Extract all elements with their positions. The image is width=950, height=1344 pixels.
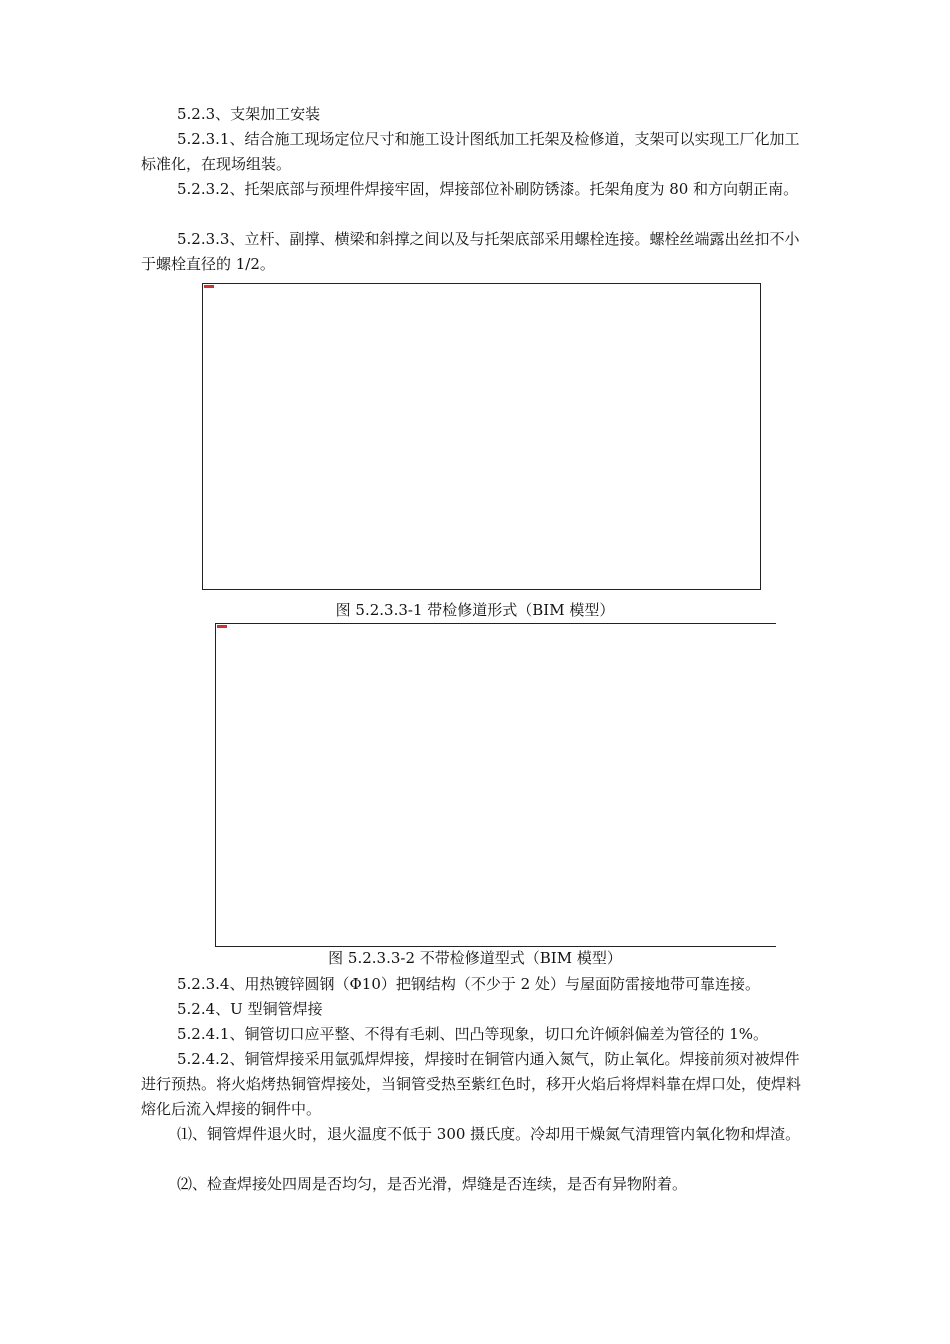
figure-bim-model-without-walkway [215, 623, 776, 947]
paragraph-5-2-3-3: 5.2.3.3、立杆、副撑、横梁和斜撑之间以及与托架底部采用螺栓连接。螺栓丝端露出丝扣不小于螺栓直径的 1/2。 [141, 230, 800, 273]
list-item-2: ⑵、检查焊接处四周是否均匀，是否光滑，焊缝是否连续，是否有异物附着。 [177, 1175, 688, 1193]
paragraph-5-2-3-2: 5.2.3.2、托架底部与预埋件焊接牢固，焊接部位补刷防锈漆。托架角度为 80 和方向朝正南。 [177, 180, 799, 198]
figure-bim-model-with-walkway [202, 283, 761, 590]
image-placeholder-icon [204, 285, 214, 288]
section-heading-5-2-4: 5.2.4、U 型铜管焊接 [177, 1000, 323, 1018]
image-placeholder-icon [217, 625, 227, 628]
figure-caption-1: 图 5.2.3.3-1 带检修道形式（BIM 模型） [335, 601, 615, 619]
figure-caption-2: 图 5.2.3.3-2 不带检修道型式（BIM 模型） [328, 949, 622, 967]
paragraph-5-2-4-1: 5.2.4.1、铜管切口应平整、不得有毛刺、凹凸等现象，切口允许倾斜偏差为管径的 1%。 [177, 1025, 769, 1043]
paragraph-5-2-4-2: 5.2.4.2、铜管焊接采用氩弧焊焊接，焊接时在铜管内通入氮气，防止氧化。焊接前须对被焊件进行预热。将火焰烤热铜管焊接处，当铜管受热至紫红色时，移开火焰后将焊料靠在焊口处，使焊料熔化后流入焊接的铜件中。 [141, 1050, 802, 1118]
paragraph-5-2-3-4: 5.2.3.4、用热镀锌圆钢（Φ10）把钢结构（不少于 2 处）与屋面防雷接地带可靠连接。 [177, 975, 760, 993]
paragraph-5-2-3-1: 5.2.3.1、结合施工现场定位尺寸和施工设计图纸加工托架及检修道，支架可以实现工厂化加工标准化，在现场组装。 [141, 130, 800, 173]
list-item-1: ⑴、铜管焊件退火时，退火温度不低于 300 摄氏度。冷却用干燥氮气清理管内氧化物和焊渣。 [177, 1125, 801, 1143]
section-heading-5-2-3: 5.2.3、支架加工安装 [177, 105, 321, 123]
